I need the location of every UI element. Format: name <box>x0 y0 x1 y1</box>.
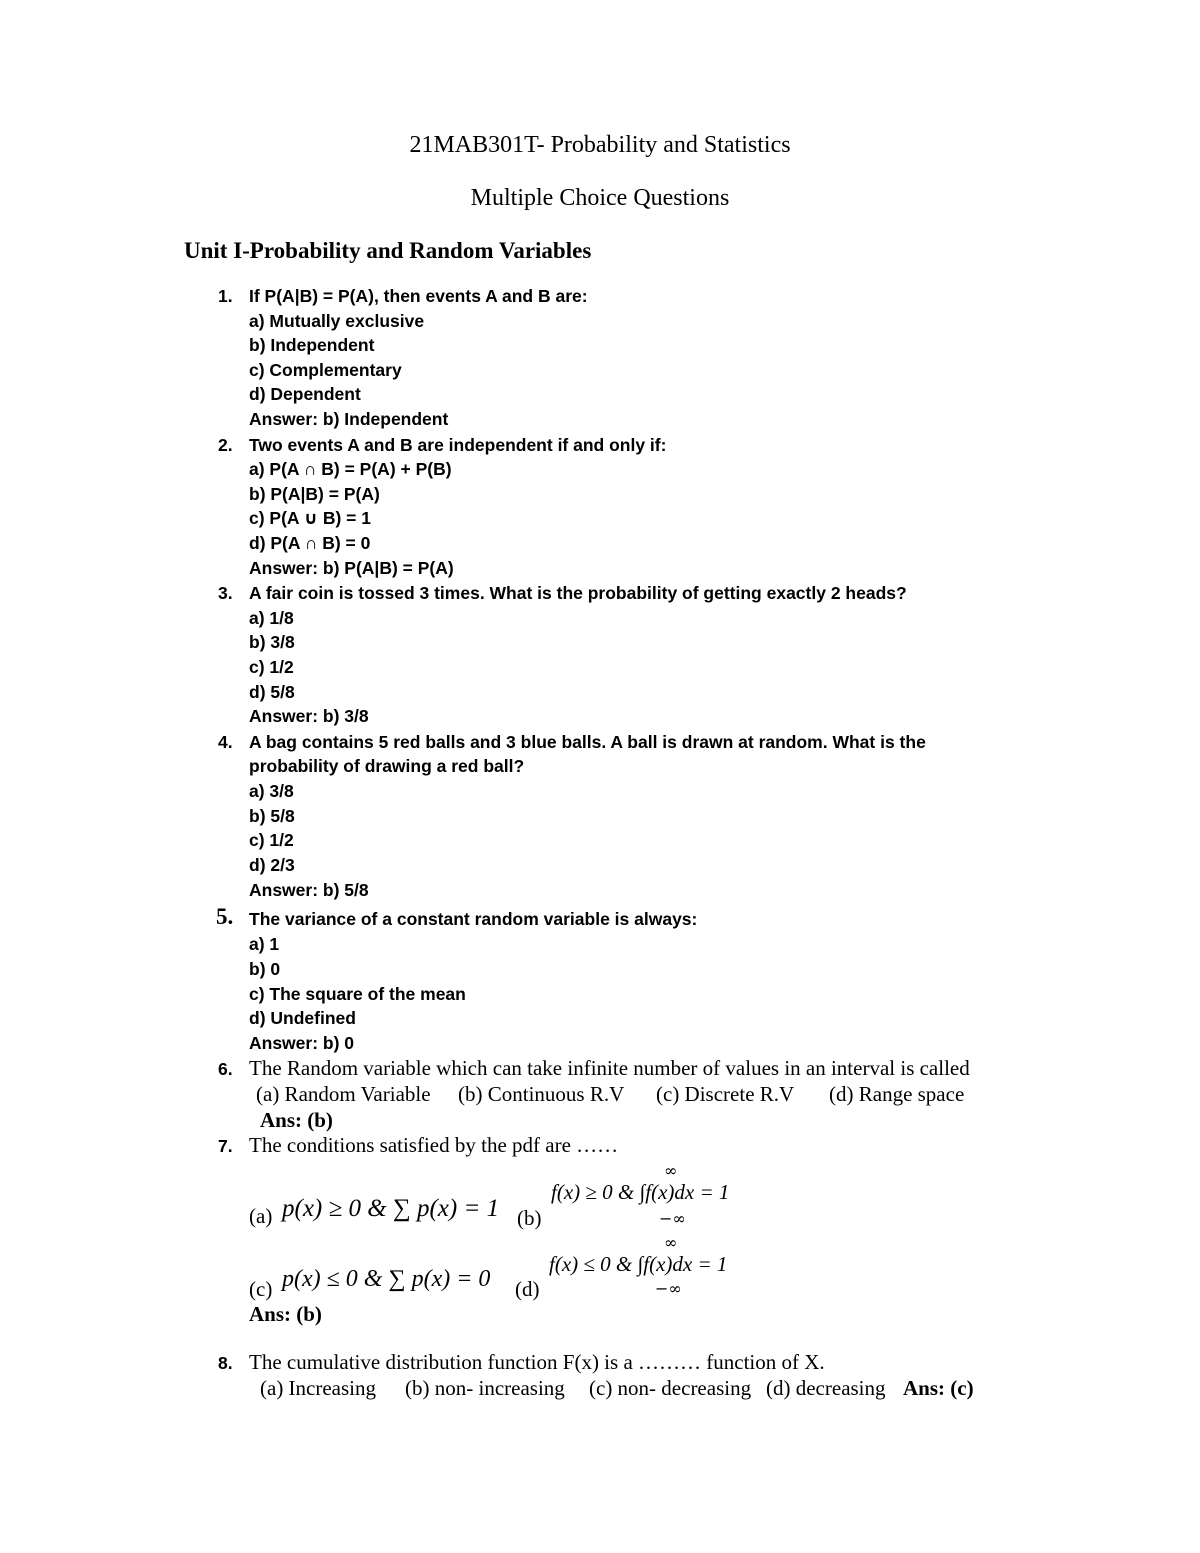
option-b: b) 0 <box>249 959 281 979</box>
option-b: b) Independent <box>249 335 375 355</box>
answer: Answer: b) Independent <box>249 409 449 429</box>
option-c: c) 1/2 <box>249 657 294 677</box>
option-a: a) 3/8 <box>249 781 294 801</box>
option-d: (d) decreasing <box>766 1376 886 1400</box>
option-b: b) 5/8 <box>249 806 295 826</box>
question-text: The cumulative distribution function F(x) is a ……… function of X. <box>249 1350 825 1374</box>
question-number: 2. <box>218 435 233 455</box>
option-c: c) The square of the mean <box>249 984 466 1004</box>
answer: Ans: (b) <box>260 1108 333 1132</box>
option-d-label: (d) <box>515 1277 540 1301</box>
option-c-formula: p(x) ≤ 0 & ∑ p(x) = 0 <box>282 1266 491 1292</box>
question-text: A fair coin is tossed 3 times. What is the probability of getting exactly 2 heads? <box>249 583 907 603</box>
answer: Answer: b) 3/8 <box>249 706 369 726</box>
question-number: 3. <box>218 583 233 603</box>
question-text: A bag contains 5 red balls and 3 blue balls. A ball is drawn at random. What is the <box>249 732 926 752</box>
option-c: c) P(A ∪ B) = 1 <box>249 508 371 528</box>
option-b: b) P(A|B) = P(A) <box>249 484 380 504</box>
integral-upper-limit: ∞ <box>664 1233 678 1252</box>
option-b: (b) Continuous R.V <box>458 1082 625 1106</box>
option-b-formula: f(x) ≥ 0 & ∫f(x)dx = 1 <box>551 1180 730 1204</box>
option-d: d) Undefined <box>249 1008 356 1028</box>
option-d: d) 2/3 <box>249 855 295 875</box>
option-a: a) Mutually exclusive <box>249 311 425 331</box>
option-a: (a) Increasing <box>260 1376 377 1400</box>
answer: Answer: b) P(A|B) = P(A) <box>249 558 454 578</box>
option-c-label: (c) <box>249 1277 273 1301</box>
question-text: The variance of a constant random variable is always: <box>249 909 698 929</box>
integral-lower-limit: −∞ <box>655 1279 682 1298</box>
option-d-formula: f(x) ≤ 0 & ∫f(x)dx = 1 <box>549 1252 728 1276</box>
option-a: a) P(A ∩ B) = P(A) + P(B) <box>249 459 452 479</box>
option-c: (c) Discrete R.V <box>656 1082 795 1106</box>
option-b: b) 3/8 <box>249 632 295 652</box>
option-a-formula: p(x) ≥ 0 & ∑ p(x) = 1 <box>282 1195 500 1222</box>
answer: Answer: b) 0 <box>249 1033 355 1053</box>
option-d: d) Dependent <box>249 384 361 404</box>
option-c: c) Complementary <box>249 360 402 380</box>
question-text: The conditions satisfied by the pdf are …… <box>249 1133 619 1157</box>
integral-lower-limit: −∞ <box>659 1209 686 1228</box>
question-number: 6. <box>218 1059 233 1079</box>
question-number: 7. <box>218 1136 233 1156</box>
question-text: Two events A and B are independent if and only if: <box>249 435 667 455</box>
option-a: (a) Random Variable <box>256 1082 431 1106</box>
option-b: (b) non- increasing <box>405 1376 565 1400</box>
option-a: a) 1/8 <box>249 608 294 628</box>
option-d: d) 5/8 <box>249 682 295 702</box>
answer: Ans: (c) <box>903 1376 974 1400</box>
document-title: 21MAB301T- Probability and Statistics <box>409 132 791 158</box>
answer: Answer: b) 5/8 <box>249 880 369 900</box>
question-text: If P(A|B) = P(A), then events A and B are: <box>249 286 588 306</box>
option-d: d) P(A ∩ B) = 0 <box>249 533 371 553</box>
question-number: 4. <box>218 732 233 752</box>
option-c: (c) non- decreasing <box>589 1376 752 1400</box>
question-number: 1. <box>218 286 233 306</box>
option-d: (d) Range space <box>829 1082 965 1106</box>
document-subtitle: Multiple Choice Questions <box>470 185 730 211</box>
question-number: 5. <box>216 904 234 929</box>
answer: Ans: (b) <box>249 1302 322 1326</box>
option-b-label: (b) <box>517 1206 542 1230</box>
integral-upper-limit: ∞ <box>664 1161 678 1180</box>
question-text-continued: probability of drawing a red ball? <box>249 756 525 776</box>
option-c: c) 1/2 <box>249 830 294 850</box>
option-a-label: (a) <box>249 1204 273 1228</box>
question-number: 8. <box>218 1353 233 1373</box>
option-a: a) 1 <box>249 934 280 954</box>
unit-heading: Unit I-Probability and Random Variables <box>184 238 592 263</box>
question-text: The Random variable which can take infinite number of values in an interval is called <box>249 1056 970 1080</box>
